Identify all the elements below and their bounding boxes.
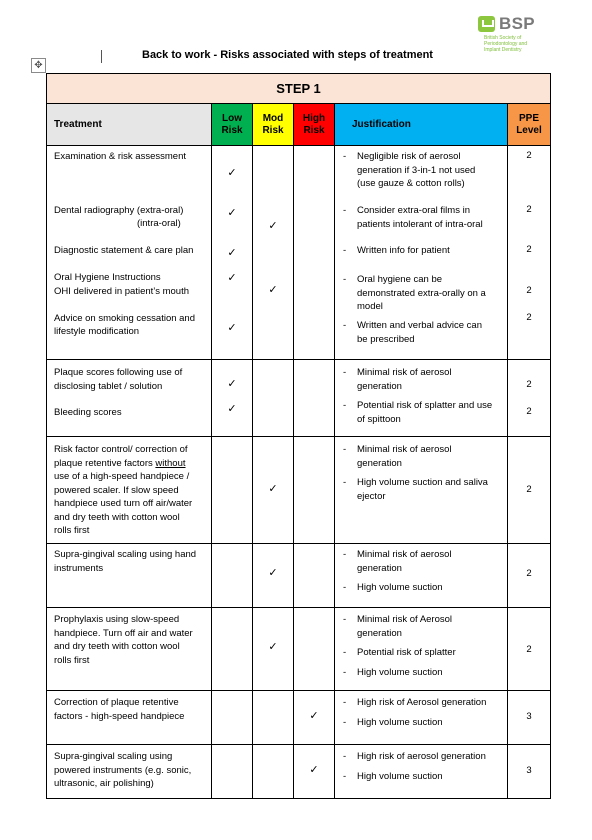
table-row	[47, 608, 551, 691]
bsp-logo-subtitle: British Society of Periodontology and Implant Dentistry	[484, 35, 528, 53]
table-row	[47, 544, 551, 608]
ppe-cell: 2	[508, 437, 551, 544]
bsp-logo	[478, 14, 548, 62]
table-row	[47, 745, 551, 799]
low-risk-cell	[212, 360, 253, 437]
justification-cell: - Minimal risk of Aerosol generation - Potential risk of splatter - High volume suction	[335, 608, 508, 691]
high-risk-cell	[294, 608, 335, 691]
header-treatment: Treatment	[47, 104, 212, 146]
check-mark-icon: ✓	[227, 403, 237, 415]
treatment-cell: Supra-gingival scaling using hand instruments	[47, 544, 212, 608]
low-risk-cell	[212, 691, 253, 745]
check-mark-icon: ✓	[227, 378, 237, 390]
check-mark-icon: ✓	[309, 764, 319, 776]
low-risk-cell	[212, 544, 253, 608]
table-move-handle-icon[interactable]: ✥	[31, 58, 46, 73]
ppe-cell: 2 2 2 2 2	[508, 146, 551, 360]
check-mark-icon: ✓	[227, 247, 237, 259]
check-mark-icon: ✓	[227, 272, 237, 284]
check-mark-icon: ✓	[227, 207, 237, 219]
treatment-cell: Prophylaxis using slow-speed handpiece. Turn off air and water and dry teeth with cotton wool rolls first	[47, 608, 212, 691]
text-cursor	[101, 50, 102, 63]
table-row	[47, 437, 551, 544]
table-row	[47, 146, 551, 360]
low-risk-cell	[212, 146, 253, 360]
check-mark-icon: ✓	[268, 220, 278, 232]
header-ppe-level: PPE Level	[508, 104, 551, 146]
bsp-logo-mark-icon	[478, 16, 495, 32]
justification-cell: - High risk of Aerosol generation - High volume suction	[335, 691, 508, 745]
high-risk-cell	[294, 544, 335, 608]
check-mark-icon: ✓	[268, 567, 278, 579]
high-risk-cell	[294, 437, 335, 544]
ppe-cell: 3	[508, 691, 551, 745]
treatment-cell: Plaque scores following use of disclosing tablet / solution Bleeding scores	[47, 360, 212, 437]
header-justification: Justification	[335, 104, 508, 146]
check-mark-icon: ✓	[268, 284, 278, 296]
mod-risk-cell	[253, 360, 294, 437]
justification-cell: - Minimal risk of aerosol generation - High volume suction and saliva ejector	[335, 437, 508, 544]
check-mark-icon: ✓	[268, 641, 278, 653]
check-mark-icon: ✓	[227, 322, 237, 334]
step-title: STEP 1	[47, 74, 551, 104]
mod-risk-cell	[253, 691, 294, 745]
justification-cell: - High risk of aerosol generation - High volume suction	[335, 745, 508, 799]
header-low-risk: Low Risk	[212, 104, 253, 146]
treatment-cell: Supra-gingival scaling using powered instruments (e.g. sonic, ultrasonic, air polishing)	[47, 745, 212, 799]
risk-table	[46, 73, 551, 799]
low-risk-cell	[212, 745, 253, 799]
table-row	[47, 360, 551, 437]
high-risk-cell	[294, 360, 335, 437]
check-mark-icon: ✓	[268, 483, 278, 495]
mod-risk-cell	[253, 544, 294, 608]
ppe-cell: 3	[508, 745, 551, 799]
treatment-cell: Risk factor control/ correction of plaque retentive factors without use of a high-speed handpiece / powered scaler. If slow speed handpiece used turn off air/water and dry teeth with cotton wool rolls first	[47, 437, 212, 544]
justification-cell: - Negligible risk of aerosol generation if 3-in-1 not used (use gauze & cotton rolls) - Consider extra-oral films in patients intolerant of intra-oral - Written info for patient - Oral hygiene can be demonstrated extra-orally on a model - Written and verbal advice can be prescribed	[335, 146, 508, 360]
high-risk-cell	[294, 691, 335, 745]
justification-cell: - Minimal risk of aerosol generation - High volume suction	[335, 544, 508, 608]
low-risk-cell	[212, 608, 253, 691]
header-high-risk: High Risk	[294, 104, 335, 146]
treatment-cell: Examination & risk assessment Dental radiography (extra-oral) (intra-oral) Diagnostic statement & care plan Oral Hygiene Instructions OHI delivered in patient’s mouth Advice on smoking cessation and lifestyle modification	[47, 146, 212, 360]
table-row	[47, 691, 551, 745]
document-title: Back to work - Risks associated with steps of treatment	[142, 49, 433, 61]
mod-risk-cell	[253, 437, 294, 544]
high-risk-cell	[294, 745, 335, 799]
mod-risk-cell	[253, 146, 294, 360]
ppe-cell: 2	[508, 544, 551, 608]
mod-risk-cell	[253, 608, 294, 691]
low-risk-cell	[212, 437, 253, 544]
header-mod-risk: Mod Risk	[253, 104, 294, 146]
treatment-cell: Correction of plaque retentive factors - high-speed handpiece	[47, 691, 212, 745]
check-mark-icon: ✓	[309, 710, 319, 722]
justification-cell: - Minimal risk of aerosol generation - Potential risk of splatter and use of spittoon	[335, 360, 508, 437]
high-risk-cell	[294, 146, 335, 360]
ppe-cell: 2	[508, 608, 551, 691]
ppe-cell: 2 2	[508, 360, 551, 437]
check-mark-icon: ✓	[227, 167, 237, 179]
mod-risk-cell	[253, 745, 294, 799]
bsp-logo-text: BSP	[499, 14, 535, 33]
